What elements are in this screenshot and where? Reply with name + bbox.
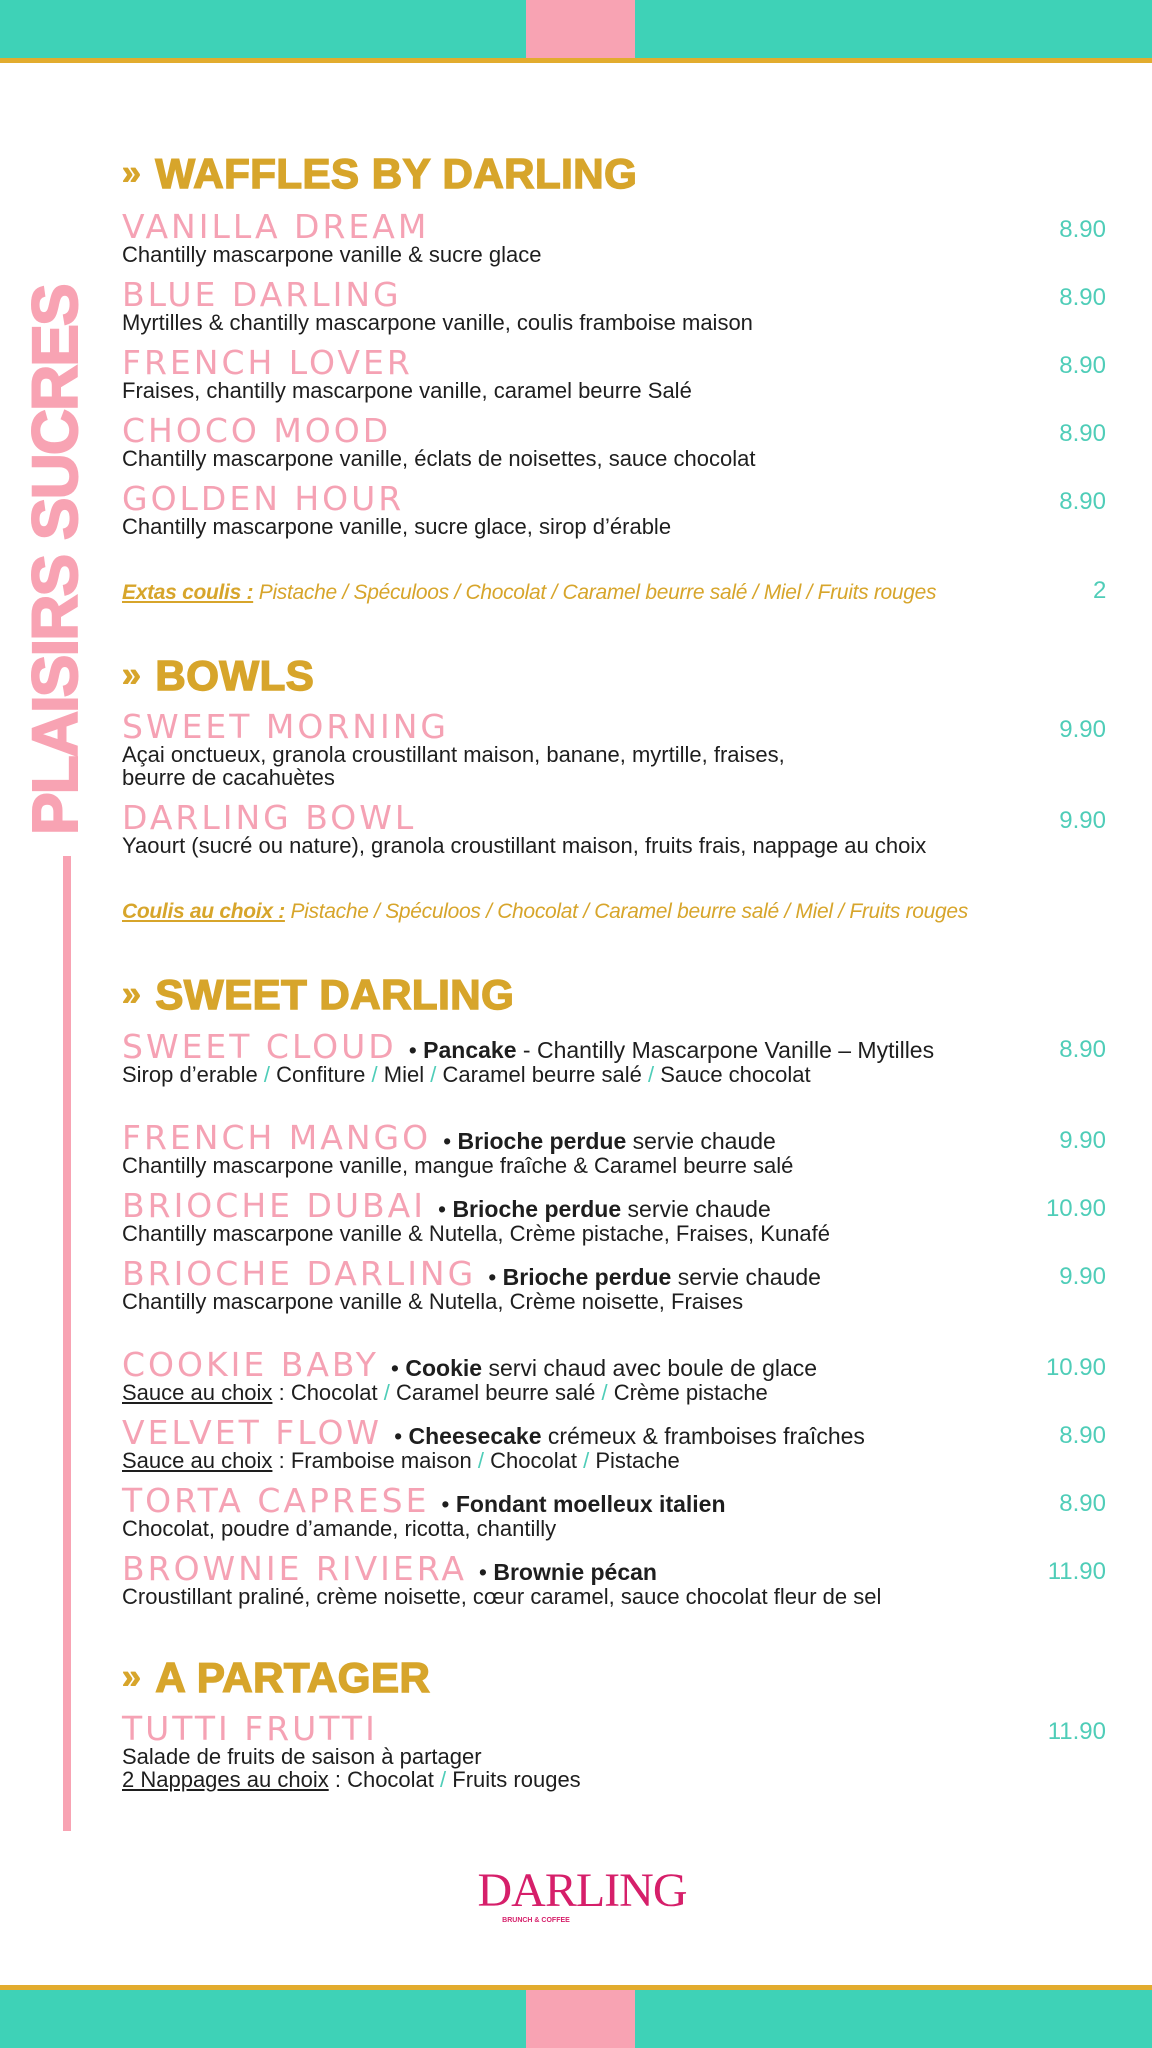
price: 8.90 — [1059, 216, 1106, 243]
section-title-waffles: » WAFFLES BY DARLING — [122, 150, 638, 197]
extras-line: Extas coulis : Pistache / Spéculoos / Chocolat / Caramel beurre salé / Miel / Fruits rouges 2 — [122, 577, 1106, 604]
chevron-icon: » — [122, 656, 142, 694]
side-title: PLAISIRS SUCRES — [19, 285, 91, 835]
price: 9.90 — [1059, 1263, 1106, 1290]
bottom-band — [0, 1985, 1152, 2048]
menu-item: TUTTI FRUTTI 11.90 Salade de fruits de saison à partager 2 Nappages au choix : Chocolat / Fruits rouges — [122, 1709, 1106, 1792]
menu-item: GOLDEN HOUR 8.90 Chantilly mascarpone vanille, sucre glace, sirop d’érable — [122, 479, 1106, 539]
top-band — [0, 0, 1152, 63]
logo-subtitle: BRUNCH & COFFEE — [502, 1917, 570, 1924]
menu-item: SWEET CLOUD • Pancake - Chantilly Mascarpone Vanille – Mytilles 8.90 Sirop d’erable / Confiture / Miel / Caramel beurre salé / Sauce chocolat — [122, 1027, 1106, 1087]
price: 8.90 — [1059, 1490, 1106, 1517]
price: 8.90 — [1059, 352, 1106, 379]
menu-item: SWEET MORNING 9.90 Açai onctueux, granola croustillant maison, banane, myrtille, fraises, beurre de cacahuètes — [122, 707, 1106, 790]
menu-item: BROWNIE RIVIERA • Brownie pécan 11.90 Croustillant praliné, crème noisette, cœur caramel, sauce chocolat fleur de sel — [122, 1549, 1106, 1609]
menu-item: CHOCO MOOD 8.90 Chantilly mascarpone vanille, éclats de noisettes, sauce chocolat — [122, 411, 1106, 471]
menu-item: BRIOCHE DUBAI • Brioche perdue servie chaude 10.90 Chantilly mascarpone vanille & Nutella, Crème pistache, Fraises, Kunafé — [122, 1186, 1106, 1246]
section-title-bowls: » BOWLS — [122, 652, 315, 699]
price: 8.90 — [1059, 284, 1106, 311]
menu-item: VELVET FLOW • Cheesecake crémeux & framboises fraîches 8.90 Sauce au choix : Framboise maison / Chocolat / Pistache — [122, 1413, 1106, 1473]
chevron-icon: » — [122, 1658, 142, 1696]
price: 8.90 — [1059, 1422, 1106, 1449]
menu-item: BRIOCHE DARLING • Brioche perdue servie chaude 9.90 Chantilly mascarpone vanille & Nutella, Crème noisette, Fraises — [122, 1254, 1106, 1314]
menu-item: TORTA CAPRESE • Fondant moelleux italien 8.90 Chocolat, poudre d’amande, ricotta, chantilly — [122, 1481, 1106, 1541]
menu-item: DARLING BOWL 9.90 Yaourt (sucré ou nature), granola croustillant maison, fruits frais, nappage au choix — [122, 798, 1106, 858]
menu-item: COOKIE BABY • Cookie servi chaud avec boule de glace 10.90 Sauce au choix : Chocolat / Caramel beurre salé / Crème pistache — [122, 1345, 1106, 1405]
top-band-pink-block — [526, 0, 635, 58]
price: 10.90 — [1045, 1195, 1106, 1222]
chevron-icon: » — [122, 975, 142, 1013]
price: 9.90 — [1059, 807, 1106, 834]
menu-item: FRENCH LOVER 8.90 Fraises, chantilly mascarpone vanille, caramel beurre Salé — [122, 343, 1106, 403]
menu-item: VANILLA DREAM 8.90 Chantilly mascarpone vanille & sucre glace — [122, 207, 1106, 267]
darling-logo — [472, 1858, 692, 1930]
price: 11.90 — [1047, 1718, 1106, 1745]
price: 10.90 — [1045, 1354, 1106, 1381]
price: 8.90 — [1059, 488, 1106, 515]
price: 11.90 — [1047, 1558, 1106, 1585]
price: 9.90 — [1059, 1127, 1106, 1154]
price: 8.90 — [1059, 420, 1106, 447]
section-title-a-partager: » A PARTAGER — [122, 1654, 431, 1701]
section-title-sweet-darling: » SWEET DARLING — [122, 971, 515, 1018]
coulis-line: Coulis au choix : Pistache / Spéculoos / Chocolat / Caramel beurre salé / Miel / Fruits rouges — [122, 900, 968, 923]
price: 9.90 — [1059, 716, 1106, 743]
price: 2 — [1092, 577, 1106, 604]
menu-item: BLUE DARLING 8.90 Myrtilles & chantilly mascarpone vanille, coulis framboise maison — [122, 275, 1106, 335]
logo-wordmark: DARLING — [477, 1864, 687, 1917]
chevron-icon: » — [122, 154, 142, 192]
side-divider — [63, 856, 71, 1831]
menu-item: FRENCH MANGO • Brioche perdue servie chaude 9.90 Chantilly mascarpone vanille, mangue fraîche & Caramel beurre salé — [122, 1118, 1106, 1178]
bottom-band-pink-block — [526, 1990, 635, 2048]
price: 8.90 — [1059, 1036, 1106, 1063]
